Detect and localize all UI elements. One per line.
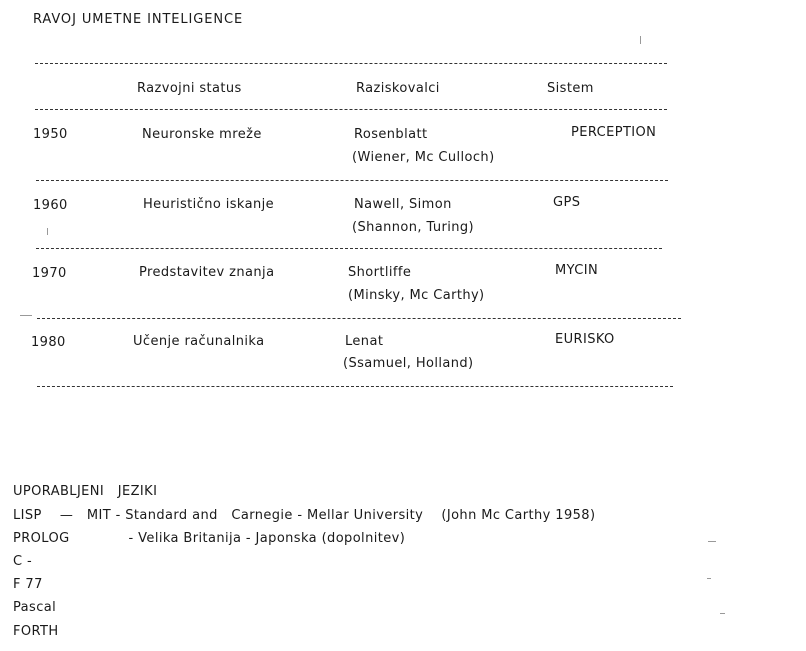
scan-speck xyxy=(708,541,716,542)
language-c: C - xyxy=(13,554,33,569)
scan-speck xyxy=(640,36,641,44)
language-forth: FORTH xyxy=(13,624,59,639)
scan-speck xyxy=(707,578,711,579)
row-1960-status: Heuristično iskanje xyxy=(143,197,275,212)
row-1970-researcher: Shortliffe xyxy=(348,265,412,280)
row-1970-researcher-sub: (Minsky, Mc Carthy) xyxy=(348,288,485,303)
row-1970-status: Predstavitev znanja xyxy=(139,265,275,280)
row-1970-system: MYCIN xyxy=(555,263,599,278)
table-rule-header xyxy=(35,109,667,110)
table-rule-1960 xyxy=(36,248,662,249)
header-system: Sistem xyxy=(547,81,594,96)
row-1950-system: PERCEPTION xyxy=(571,125,657,140)
header-status: Razvojni status xyxy=(137,81,242,96)
row-1960-researcher-sub: (Shannon, Turing) xyxy=(352,220,474,235)
row-1950-researcher: Rosenblatt xyxy=(354,127,428,142)
row-1980-status: Učenje računalnika xyxy=(133,334,265,349)
table-rule-1950 xyxy=(36,180,668,181)
table-rule-1970 xyxy=(37,318,681,319)
header-researchers: Raziskovalci xyxy=(356,81,440,96)
language-f77: F 77 xyxy=(13,577,43,592)
row-1980-system: EURISKO xyxy=(555,332,615,347)
language-pascal: Pascal xyxy=(13,600,57,615)
page-title: RAVOJ UMETNE INTELIGENCE xyxy=(33,12,244,27)
row-1950-year: 1950 xyxy=(33,127,68,142)
row-1980-researcher: Lenat xyxy=(345,334,384,349)
row-1950-researcher-sub: (Wiener, Mc Culloch) xyxy=(352,150,495,165)
row-1960-system: GPS xyxy=(553,195,581,210)
row-1970-year: 1970 xyxy=(32,266,67,281)
row-1950-status: Neuronske mreže xyxy=(142,127,262,142)
language-lisp: LISP — MIT - Standard and Carnegie - Mellar University (John Mc Carthy 1958) xyxy=(13,508,596,523)
row-1960-year: 1960 xyxy=(33,198,68,213)
scan-speck xyxy=(720,613,725,614)
scan-speck xyxy=(20,315,32,316)
row-1980-year: 1980 xyxy=(31,335,66,350)
table-rule-bottom xyxy=(37,386,673,387)
row-1980-researcher-sub: (Ssamuel, Holland) xyxy=(343,356,474,371)
row-1960-researcher: Nawell, Simon xyxy=(354,197,452,212)
table-rule-top xyxy=(35,63,667,64)
languages-heading: UPORABLJENI JEZIKI xyxy=(13,484,158,499)
scan-speck xyxy=(47,228,48,235)
language-prolog: PROLOG - Velika Britanija - Japonska (dopolnitev) xyxy=(13,531,406,546)
